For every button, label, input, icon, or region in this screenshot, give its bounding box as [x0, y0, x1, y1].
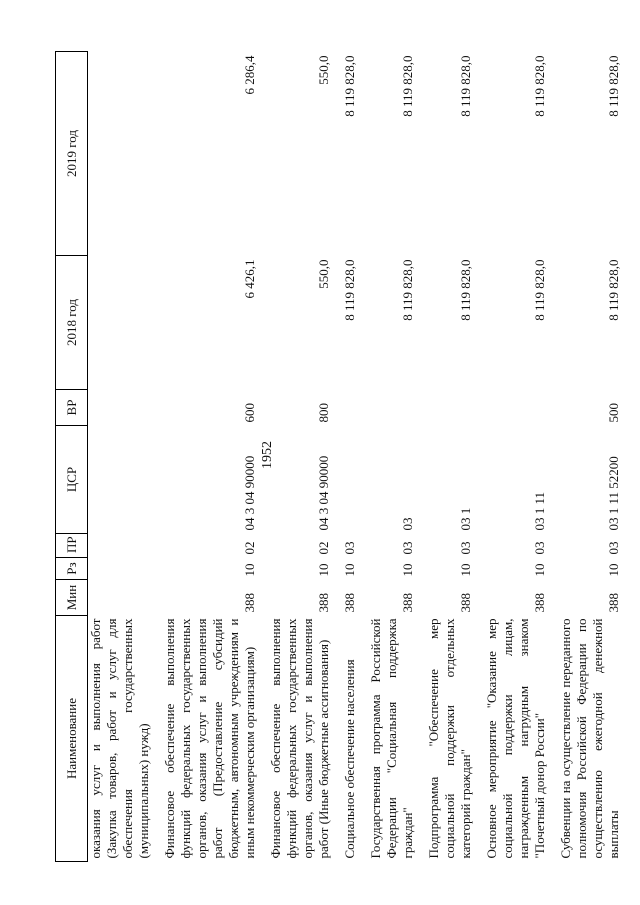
table-row — [259, 52, 333, 862]
header-min: Мин — [56, 580, 88, 616]
row-rz: 10 — [458, 563, 473, 577]
row-rz: 10 — [606, 563, 621, 577]
row-2018: 550,0 — [316, 259, 331, 289]
row-2019: 8 119 828,0 — [532, 55, 547, 117]
header-csr: ЦСР — [56, 426, 88, 534]
row-min: 388 — [532, 593, 547, 613]
row-name: Финансовое обеспечение выполнения функций федеральных государственных органов, оказания услуг и выполнения работ (Предоставление субсидий бюджетным, автономным учреждениям и иным некоммерческим организациям) — [162, 618, 257, 859]
row-2018: 8 119 828,0 — [458, 259, 473, 321]
table-row — [359, 52, 417, 862]
rotated-page-content — [55, 52, 621, 862]
row-vr: 800 — [316, 403, 331, 423]
row-vr — [359, 390, 417, 426]
row-2018 — [88, 256, 154, 390]
row-min: 388 — [400, 593, 415, 613]
header-pr: ПР — [56, 534, 88, 558]
row-name: Социальное обеспечение населения — [342, 659, 357, 859]
row-csr: 03 1 — [458, 507, 473, 531]
row-vr: 500 — [606, 403, 621, 423]
row-vr — [475, 390, 549, 426]
row-vr — [333, 390, 359, 426]
row-min — [88, 580, 154, 616]
row-pr: 03 — [458, 541, 473, 555]
row-rz: 10 — [400, 563, 415, 577]
row-name: Субвенции на осуществление переданного полномочия Российской Федерации по осуществлению ежегодной денежной выплаты — [558, 618, 621, 859]
row-rz: 10 — [342, 563, 357, 577]
row-min: 388 — [342, 593, 357, 613]
row-2018: 8 119 828,0 — [400, 259, 415, 321]
row-rz — [88, 558, 154, 580]
row-pr: 03 — [400, 541, 415, 555]
row-vr: 600 — [242, 403, 257, 423]
header-name: Наименование — [56, 616, 88, 862]
row-min: 388 — [458, 593, 473, 613]
row-csr: 03 1 11 52200 — [606, 456, 621, 531]
row-2019: 8 119 828,0 — [606, 55, 621, 117]
row-pr: 02 — [242, 541, 257, 555]
row-vr — [417, 390, 475, 426]
row-pr: 03 — [606, 541, 621, 555]
row-rz: 10 — [316, 563, 331, 577]
header-rz: Рз — [56, 558, 88, 580]
table-header-row — [56, 52, 88, 862]
header-2019: 2019 год — [56, 52, 88, 256]
row-min: 388 — [242, 593, 257, 613]
row-2019: 8 119 828,0 — [400, 55, 415, 117]
table-row — [549, 52, 623, 862]
row-2018: 8 119 828,0 — [532, 259, 547, 321]
row-pr — [88, 534, 154, 558]
row-rz: 10 — [242, 563, 257, 577]
row-2019 — [88, 52, 154, 256]
row-2019: 6 286,4 — [242, 55, 257, 95]
row-2019: 550,0 — [316, 55, 331, 85]
header-2018: 2018 год — [56, 256, 88, 390]
row-pr: 03 — [342, 541, 357, 555]
row-vr — [88, 390, 154, 426]
row-2018: 8 119 828,0 — [342, 259, 357, 321]
table-row — [475, 52, 549, 862]
row-csr: 04 3 04 90000 — [242, 455, 257, 531]
row-name: Государственная программа Российской Федерации "Социальная поддержка граждан" — [368, 618, 415, 859]
row-2019: 8 119 828,0 — [342, 55, 357, 117]
row-rz: 10 — [532, 563, 547, 577]
budget-table — [55, 51, 623, 862]
row-pr: 02 — [316, 541, 331, 555]
row-csr: 03 — [400, 517, 415, 531]
row-min: 388 — [606, 593, 621, 613]
header-vr: ВР — [56, 390, 88, 426]
table-row — [153, 52, 259, 862]
row-2018: 8 119 828,0 — [606, 259, 621, 321]
row-csr — [88, 426, 154, 534]
row-csr — [333, 426, 359, 534]
row-name: Основное мероприятие "Оказание мер социальной поддержки лицам, награжденным нагрудным знаком "Почетный донор России" — [484, 618, 547, 859]
row-csr: 03 1 11 — [532, 491, 547, 531]
row-pr: 03 — [532, 541, 547, 555]
row-2019: 8 119 828,0 — [458, 55, 473, 117]
row-name: Финансовое обеспечение выполнения функций федеральных государственных органов, оказания услуг и выполнения работ (Иные бюджетные ассигнования) — [268, 618, 331, 859]
row-name: оказания услуг и выполнения работ (Закупка товаров, работ и услуг для обеспечения государственных (муниципальных) нужд) — [88, 618, 151, 859]
table-row — [88, 52, 154, 862]
table-row — [417, 52, 475, 862]
row-name: Подпрограмма "Обеспечение мер социальной поддержки отдельных категорий граждан" — [426, 618, 473, 859]
page-number: 1952 — [260, 441, 275, 469]
row-csr: 04 3 04 90000 — [316, 455, 331, 531]
row-2018: 6 426,1 — [242, 259, 257, 299]
table-row — [333, 52, 359, 862]
row-min: 388 — [316, 593, 331, 613]
